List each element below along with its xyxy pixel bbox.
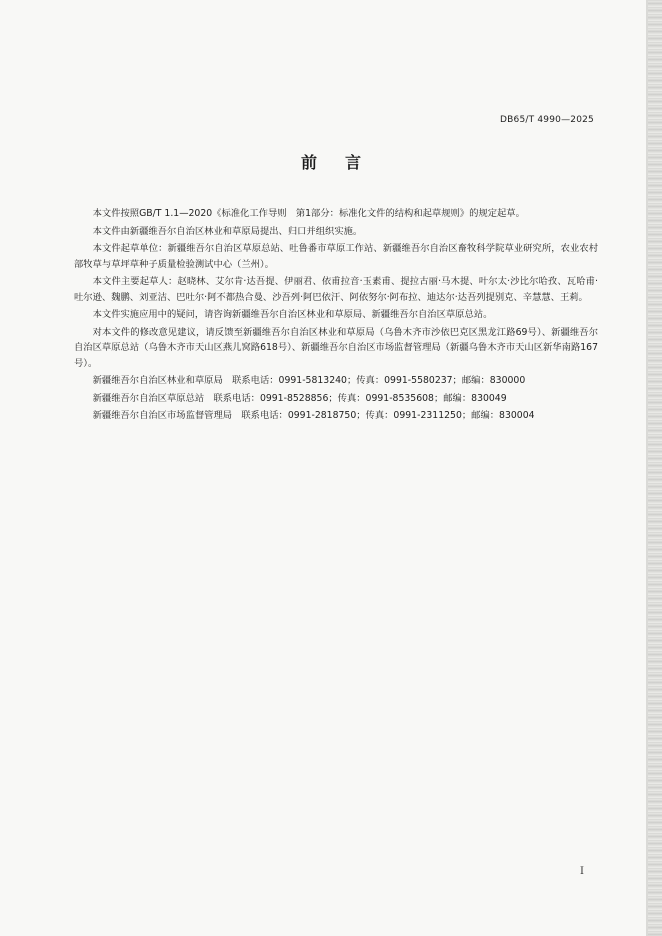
paragraph-drafters: 本文件主要起草人：赵晓林、艾尔肯·达吾提、伊丽君、依甫拉音·玉素甫、提拉古丽·马木提、叶尔太·沙比尔哈孜、瓦哈甫·吐尔逊、魏鹏、刘亚洁、巴吐尔·阿不都热合曼、沙吾列·阿巴依汗、阿依努尔·阿布拉、迪达尔·达吾列提别克、辛慧慧、王莉。 bbox=[74, 276, 598, 303]
paragraph-drafting-units: 本文件起草单位：新疆维吾尔自治区草原总站、吐鲁番市草原工作站、新疆维吾尔自治区畜牧科学院草业研究所，农业农村部牧草与草坪草种子质量检验测试中心（兰州）。 bbox=[74, 243, 598, 270]
paragraph-proposer: 本文件由新疆维吾尔自治区林业和草原局提出、归口并组织实施。 bbox=[92, 225, 363, 237]
paragraph-feedback: 对本文件的修改意见建议，请反馈至新疆维吾尔自治区林业和草原局（乌鲁木齐市沙依巴克区黑龙江路69号）、新疆维吾尔自治区草原总站（乌鲁木齐市天山区燕儿窝路618号）、新疆维吾尔自治区市场监督管理局（新疆乌鲁木齐市天山区新华南路167号）。 bbox=[74, 326, 598, 369]
paragraph-inquiry: 本文件实施应用中的疑问，请咨询新疆维吾尔自治区林业和草原局、新疆维吾尔自治区草原总站。 bbox=[92, 309, 493, 320]
paragraph-drafting-basis: 本文件按照GB/T 1.1—2020《标准化工作导则 第1部分：标准化文件的结构和起草规则》的规定起草。 bbox=[92, 208, 525, 219]
document-code: DB65/T 4990—2025 bbox=[500, 115, 594, 125]
page-title bbox=[0, 150, 662, 173]
contact-market-regulation: 新疆维吾尔自治区市场监督管理局 联系电话：0991-2818750；传真：0991-2311250；邮编：830004 bbox=[92, 410, 535, 421]
document-body bbox=[74, 206, 598, 426]
scan-edge-texture bbox=[648, 0, 662, 936]
title-char-2: 言 bbox=[345, 153, 362, 172]
title-char-1: 前 bbox=[300, 153, 317, 172]
contact-forestry-bureau: 新疆维吾尔自治区林业和草原局 联系电话：0991-5813240；传真：0991-5580237；邮编：830000 bbox=[92, 375, 526, 386]
page-number: I bbox=[580, 866, 584, 877]
contact-grassland-station: 新疆维吾尔自治区草原总站 联系电话：0991-8528856；传真：0991-8535608；邮编：830049 bbox=[92, 392, 507, 404]
